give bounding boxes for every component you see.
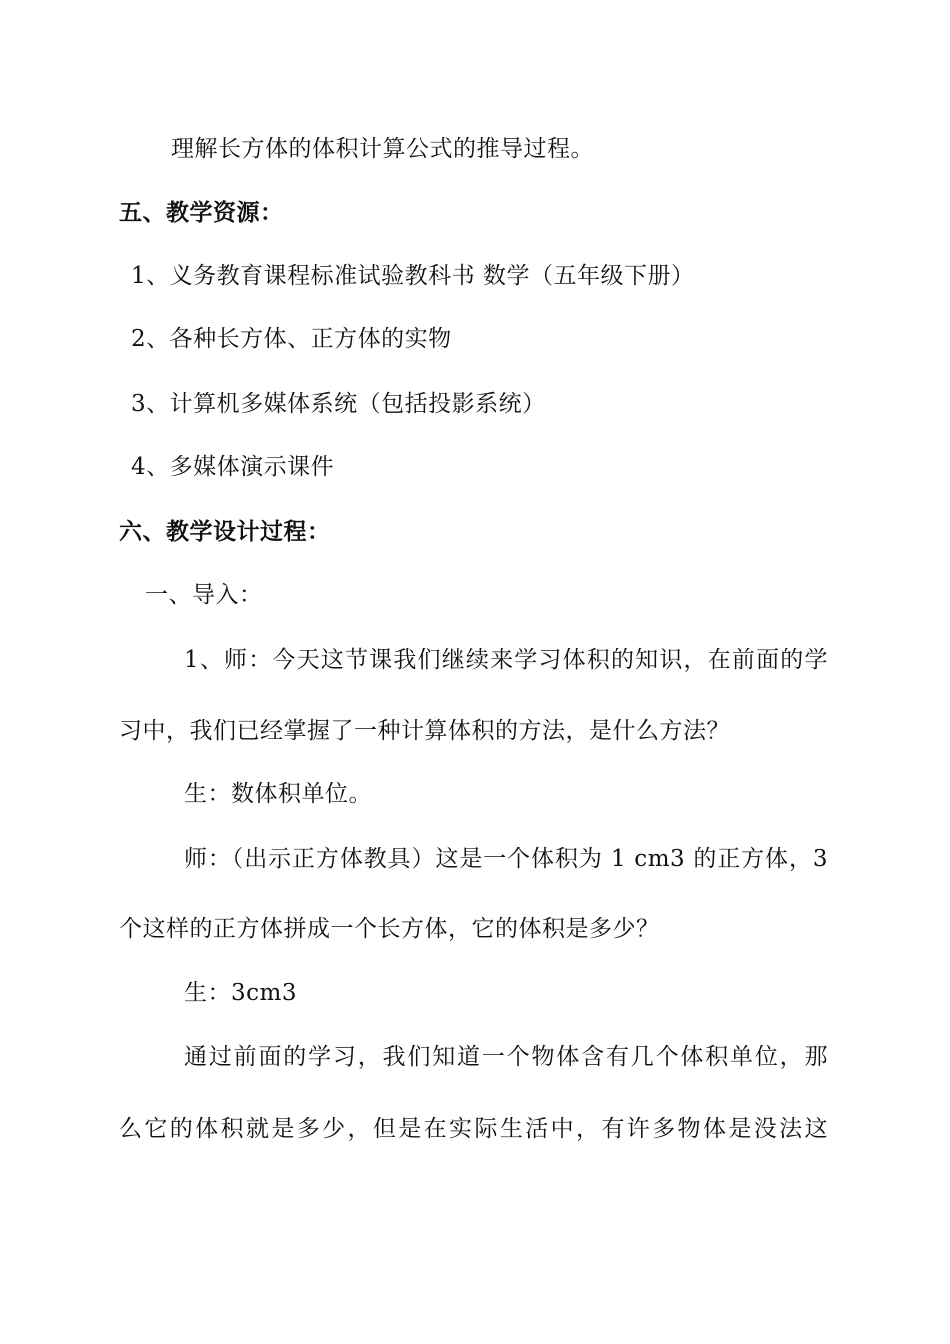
sub-heading-intro: 一、导入： (145, 582, 263, 608)
paragraph-2-line-1: 师：（出示正方体教具）这是一个体积为 1 cm3 的正方体，3 (184, 846, 828, 872)
section-6-heading: 六、教学设计过程： (119, 518, 331, 545)
student-answer-1: 生：数体积单位。 (184, 781, 372, 807)
paragraph-1-line-1: 1、师：今天这节课我们继续来学习体积的知识，在前面的学 (184, 647, 828, 673)
section-5-heading: 五、教学资源： (119, 199, 284, 226)
resource-item-4: 4、多媒体演示课件 (131, 454, 335, 480)
paragraph-2-line-2: 个这样的正方体拼成一个长方体，它的体积是多少？ (119, 916, 660, 942)
intro-line: 理解长方体的体积计算公式的推导过程。 (171, 136, 594, 162)
resource-item-3: 3、计算机多媒体系统（包括投影系统） (131, 391, 546, 417)
paragraph-3-line-1: 通过前面的学习，我们知道一个物体含有几个体积单位，那 (184, 1044, 828, 1070)
paragraph-3-line-2: 么它的体积就是多少，但是在实际生活中，有许多物体是没法这 (119, 1116, 828, 1142)
paragraph-1-line-2: 习中，我们已经掌握了一种计算体积的方法，是什么方法？ (119, 718, 730, 744)
resource-item-1: 1、义务教育课程标准试验教科书 数学（五年级下册） (131, 263, 695, 289)
resource-item-2: 2、各种长方体、正方体的实物 (131, 326, 452, 352)
student-answer-2: 生：3cm3 (184, 980, 297, 1006)
